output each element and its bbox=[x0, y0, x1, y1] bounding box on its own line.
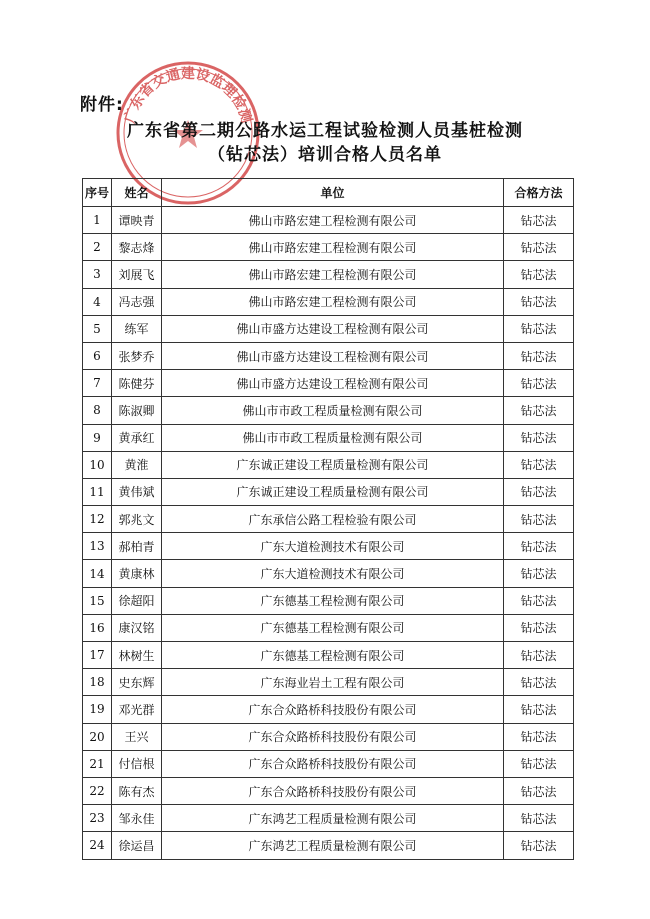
header-method: 合格方法 bbox=[504, 179, 574, 207]
table-row bbox=[83, 424, 574, 451]
table-body bbox=[83, 207, 574, 860]
person-name-cell: 徐运昌 bbox=[112, 832, 162, 859]
document-title-line-1: 广东省第二期公路水运工程试验检测人员基桩检测 bbox=[127, 121, 523, 141]
table-row bbox=[83, 261, 574, 288]
person-name-cell: 邓光群 bbox=[112, 696, 162, 723]
organization-cell: 佛山市市政工程质量检测有限公司 bbox=[162, 424, 504, 451]
organization-cell: 广东德基工程检测有限公司 bbox=[162, 587, 504, 614]
person-name-cell: 练军 bbox=[112, 315, 162, 342]
method-cell: 钻芯法 bbox=[504, 342, 574, 369]
organization-cell: 广东合众路桥科技股份有限公司 bbox=[162, 750, 504, 777]
method-cell: 钻芯法 bbox=[504, 207, 574, 234]
method-cell: 钻芯法 bbox=[504, 397, 574, 424]
person-name-cell: 张梦乔 bbox=[112, 342, 162, 369]
method-cell: 钻芯法 bbox=[504, 723, 574, 750]
row-index-cell: 2 bbox=[83, 234, 112, 261]
organization-cell: 佛山市盛方达建设工程检测有限公司 bbox=[162, 342, 504, 369]
row-index-cell: 16 bbox=[83, 614, 112, 641]
row-index-cell: 4 bbox=[83, 288, 112, 315]
method-cell: 钻芯法 bbox=[504, 234, 574, 261]
row-index-cell: 23 bbox=[83, 805, 112, 832]
person-name-cell: 黄淮 bbox=[112, 451, 162, 478]
table-row bbox=[83, 342, 574, 369]
method-cell: 钻芯法 bbox=[504, 669, 574, 696]
person-name-cell: 陈健芬 bbox=[112, 370, 162, 397]
organization-cell: 广东大道检测技术有限公司 bbox=[162, 533, 504, 560]
header-organization: 单位 bbox=[162, 179, 504, 207]
header-index: 序号 bbox=[83, 179, 112, 207]
person-name-cell: 邹永佳 bbox=[112, 805, 162, 832]
organization-cell: 广东承信公路工程检验有限公司 bbox=[162, 506, 504, 533]
method-cell: 钻芯法 bbox=[504, 560, 574, 587]
table-row bbox=[83, 370, 574, 397]
method-cell: 钻芯法 bbox=[504, 750, 574, 777]
organization-cell: 佛山市路宏建工程检测有限公司 bbox=[162, 261, 504, 288]
row-index-cell: 8 bbox=[83, 397, 112, 424]
method-cell: 钻芯法 bbox=[504, 315, 574, 342]
row-index-cell: 13 bbox=[83, 533, 112, 560]
method-cell: 钻芯法 bbox=[504, 478, 574, 505]
person-name-cell: 郭兆文 bbox=[112, 506, 162, 533]
person-name-cell: 徐超阳 bbox=[112, 587, 162, 614]
organization-cell: 广东德基工程检测有限公司 bbox=[162, 642, 504, 669]
table-row bbox=[83, 506, 574, 533]
row-index-cell: 20 bbox=[83, 723, 112, 750]
row-index-cell: 14 bbox=[83, 560, 112, 587]
seal-text: 广东省交通建设监理检测 bbox=[121, 66, 255, 125]
organization-cell: 广东诚正建设工程质量检测有限公司 bbox=[162, 478, 504, 505]
table-row bbox=[83, 288, 574, 315]
method-cell: 钻芯法 bbox=[504, 506, 574, 533]
row-index-cell: 24 bbox=[83, 832, 112, 859]
qualified-personnel-table bbox=[82, 178, 574, 860]
table-header-row bbox=[83, 179, 574, 207]
table-row bbox=[83, 451, 574, 478]
row-index-cell: 1 bbox=[83, 207, 112, 234]
table-row bbox=[83, 723, 574, 750]
header-name: 姓名 bbox=[112, 179, 162, 207]
method-cell: 钻芯法 bbox=[504, 642, 574, 669]
table-row bbox=[83, 234, 574, 261]
method-cell: 钻芯法 bbox=[504, 288, 574, 315]
method-cell: 钻芯法 bbox=[504, 614, 574, 641]
organization-cell: 佛山市盛方达建设工程检测有限公司 bbox=[162, 315, 504, 342]
person-name-cell: 黎志烽 bbox=[112, 234, 162, 261]
table-row bbox=[83, 777, 574, 804]
table-row bbox=[83, 750, 574, 777]
organization-cell: 佛山市盛方达建设工程检测有限公司 bbox=[162, 370, 504, 397]
row-index-cell: 21 bbox=[83, 750, 112, 777]
row-index-cell: 22 bbox=[83, 777, 112, 804]
table-row bbox=[83, 696, 574, 723]
person-name-cell: 郝柏青 bbox=[112, 533, 162, 560]
organization-cell: 广东合众路桥科技股份有限公司 bbox=[162, 723, 504, 750]
table-row bbox=[83, 669, 574, 696]
table-row bbox=[83, 587, 574, 614]
organization-cell: 广东海业岩土工程有限公司 bbox=[162, 669, 504, 696]
row-index-cell: 18 bbox=[83, 669, 112, 696]
method-cell: 钻芯法 bbox=[504, 424, 574, 451]
person-name-cell: 黄康林 bbox=[112, 560, 162, 587]
table-row bbox=[83, 832, 574, 859]
table-row bbox=[83, 805, 574, 832]
organization-cell: 广东大道检测技术有限公司 bbox=[162, 560, 504, 587]
method-cell: 钻芯法 bbox=[504, 370, 574, 397]
row-index-cell: 6 bbox=[83, 342, 112, 369]
table-row bbox=[83, 533, 574, 560]
document-title-line-2: （钻芯法）培训合格人员名单 bbox=[208, 145, 442, 165]
row-index-cell: 17 bbox=[83, 642, 112, 669]
table-row bbox=[83, 614, 574, 641]
method-cell: 钻芯法 bbox=[504, 261, 574, 288]
person-name-cell: 康汉铭 bbox=[112, 614, 162, 641]
person-name-cell: 林树生 bbox=[112, 642, 162, 669]
person-name-cell: 陈有杰 bbox=[112, 777, 162, 804]
table-row bbox=[83, 478, 574, 505]
method-cell: 钻芯法 bbox=[504, 587, 574, 614]
person-name-cell: 黄承红 bbox=[112, 424, 162, 451]
row-index-cell: 3 bbox=[83, 261, 112, 288]
person-name-cell: 付信根 bbox=[112, 750, 162, 777]
row-index-cell: 5 bbox=[83, 315, 112, 342]
table-row bbox=[83, 397, 574, 424]
attachment-label: 附件: bbox=[80, 95, 124, 115]
person-name-cell: 陈淑卿 bbox=[112, 397, 162, 424]
method-cell: 钻芯法 bbox=[504, 832, 574, 859]
person-name-cell: 王兴 bbox=[112, 723, 162, 750]
table-row bbox=[83, 560, 574, 587]
method-cell: 钻芯法 bbox=[504, 533, 574, 560]
table-row bbox=[83, 207, 574, 234]
table-row bbox=[83, 315, 574, 342]
method-cell: 钻芯法 bbox=[504, 805, 574, 832]
person-name-cell: 史东辉 bbox=[112, 669, 162, 696]
person-name-cell: 刘展飞 bbox=[112, 261, 162, 288]
person-name-cell: 谭映青 bbox=[112, 207, 162, 234]
row-index-cell: 10 bbox=[83, 451, 112, 478]
row-index-cell: 19 bbox=[83, 696, 112, 723]
organization-cell: 广东诚正建设工程质量检测有限公司 bbox=[162, 451, 504, 478]
organization-cell: 广东鸿艺工程质量检测有限公司 bbox=[162, 805, 504, 832]
table-row bbox=[83, 642, 574, 669]
person-name-cell: 黄伟斌 bbox=[112, 478, 162, 505]
method-cell: 钻芯法 bbox=[504, 696, 574, 723]
organization-cell: 广东合众路桥科技股份有限公司 bbox=[162, 777, 504, 804]
method-cell: 钻芯法 bbox=[504, 777, 574, 804]
organization-cell: 佛山市路宏建工程检测有限公司 bbox=[162, 207, 504, 234]
method-cell: 钻芯法 bbox=[504, 451, 574, 478]
organization-cell: 佛山市市政工程质量检测有限公司 bbox=[162, 397, 504, 424]
row-index-cell: 11 bbox=[83, 478, 112, 505]
organization-cell: 广东德基工程检测有限公司 bbox=[162, 614, 504, 641]
organization-cell: 广东鸿艺工程质量检测有限公司 bbox=[162, 832, 504, 859]
organization-cell: 佛山市路宏建工程检测有限公司 bbox=[162, 288, 504, 315]
organization-cell: 广东合众路桥科技股份有限公司 bbox=[162, 696, 504, 723]
row-index-cell: 12 bbox=[83, 506, 112, 533]
person-name-cell: 冯志强 bbox=[112, 288, 162, 315]
row-index-cell: 15 bbox=[83, 587, 112, 614]
row-index-cell: 9 bbox=[83, 424, 112, 451]
organization-cell: 佛山市路宏建工程检测有限公司 bbox=[162, 234, 504, 261]
row-index-cell: 7 bbox=[83, 370, 112, 397]
